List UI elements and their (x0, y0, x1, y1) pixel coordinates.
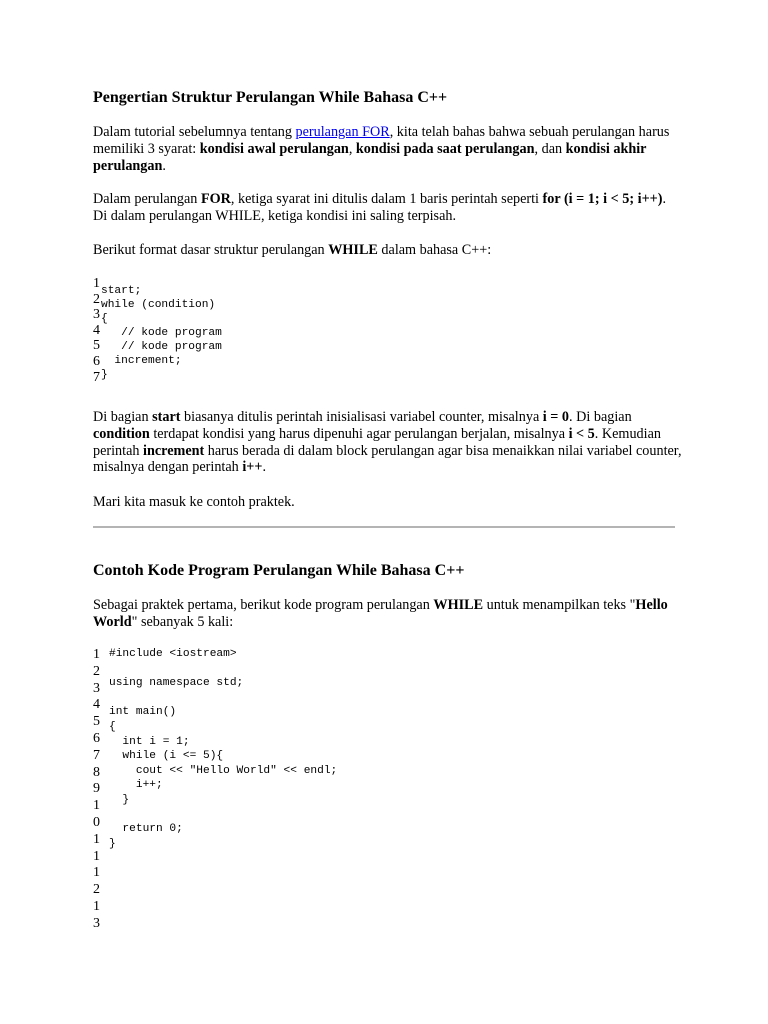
example-intro-paragraph (93, 597, 683, 631)
code-line: int main() (109, 706, 177, 719)
text: . (262, 459, 266, 476)
line-number: 1 (93, 865, 100, 881)
text: Dalam tutorial sebelumnya tentang (93, 124, 296, 140)
code-line: } (101, 369, 108, 381)
code-line: // kode program (101, 341, 222, 353)
text: , (348, 140, 356, 157)
format-paragraph (93, 242, 683, 259)
text: . Kemudian perintah (93, 425, 661, 459)
bold-text: i++ (242, 459, 263, 476)
code-line: i++; (109, 779, 163, 792)
line-number: 1 (93, 898, 100, 914)
practice-paragraph: Mari kita masuk ke contoh praktek. (93, 494, 295, 510)
line-number: 3 (93, 307, 100, 323)
text: Sebagai praktek pertama, berikut kode program perulangan (93, 597, 434, 613)
explanation-paragraph (93, 409, 683, 476)
line-numbers (93, 276, 100, 385)
line-number: 8 (93, 764, 100, 780)
bold-text: Hello World (93, 597, 668, 630)
text: , kita telah bahas bahwa sebuah perulangan harus memiliki 3 syarat: (93, 124, 670, 157)
code-line (109, 691, 337, 706)
line-number: 3 (93, 680, 100, 696)
bold-text: kondisi akhir perulangan (93, 140, 647, 174)
line-number: 1 (93, 848, 100, 864)
code-line: increment; (101, 355, 182, 367)
line-number: 6 (93, 730, 100, 746)
section-divider (93, 526, 675, 528)
bold-text: i < 5 (568, 425, 595, 442)
bold-text: start (152, 409, 181, 425)
code-line: while (i <= 5){ (109, 750, 224, 763)
bold-text: for (i = 1; i < 5; i++) (542, 191, 663, 207)
code-line: start; (101, 285, 142, 297)
code-line: #include <iostream> (109, 648, 237, 660)
text: untuk menampilkan teks " (483, 597, 636, 613)
text: . Di bagian (569, 409, 632, 425)
code-line: using namespace std; (109, 677, 244, 690)
code-line: { (101, 313, 108, 325)
bold-text: kondisi pada saat perulangan (355, 140, 535, 157)
code-line (109, 662, 337, 677)
bold-text: kondisi awal perulangan (199, 140, 349, 157)
text: harus berada di dalam block perulangan agar bisa menaikkan nilai variabel counter, misalnya dengan perintah (93, 442, 682, 476)
code-line: int i = 1; (109, 735, 190, 748)
line-number: 2 (93, 882, 100, 898)
line-number: 5 (93, 338, 100, 354)
text: Dalam perulangan (93, 191, 201, 207)
text: Berikut format dasar struktur perulangan (93, 242, 329, 258)
line-number: 7 (93, 369, 100, 385)
line-number: 6 (93, 353, 100, 369)
code-line: { (109, 720, 116, 733)
section-title: Contoh Kode Program Perulangan While Bahasa C++ (93, 562, 465, 579)
text: . (162, 157, 166, 174)
bold-text: FOR (200, 191, 231, 207)
code-line: } (109, 793, 130, 806)
line-number: 1 (93, 647, 100, 662)
text: , dan (534, 140, 566, 157)
for-paragraph (93, 191, 683, 225)
line-number: 7 (93, 747, 100, 763)
line-number: 4 (93, 322, 100, 338)
bold-text: WHILE (328, 242, 378, 258)
text: dalam bahasa C++: (377, 242, 492, 258)
line-number: 2 (93, 663, 100, 679)
text: , ketiga syarat ini ditulis dalam 1 baris perintah seperti (230, 191, 543, 207)
text: terdapat kondisi yang harus dipenuhi agar perulangan berjalan, misalnya (149, 425, 569, 442)
bold-text: increment (143, 442, 205, 459)
text: Di bagian (93, 409, 153, 425)
bold-text: condition (93, 425, 150, 442)
text: " sebanyak 5 kali: (131, 613, 234, 630)
text: . Di dalam perulangan WHILE, ketiga kondisi ini saling terpisah. (93, 191, 667, 224)
line-number: 3 (93, 915, 100, 931)
line-number: 4 (93, 697, 100, 713)
perulangan-for-link[interactable]: perulangan FOR (295, 124, 390, 140)
code-line (109, 808, 337, 823)
line-numbers (93, 647, 100, 933)
line-number: 1 (93, 798, 100, 814)
section-title: Pengertian Struktur Perulangan While Bahasa C++ (93, 89, 448, 106)
bold-text: i = 0 (542, 409, 570, 425)
code-line: // kode program (101, 327, 222, 339)
intro-paragraph (93, 124, 683, 174)
code-line: return 0; (109, 823, 183, 836)
line-number: 9 (93, 781, 100, 797)
line-number: 1 (93, 831, 100, 847)
line-number: 0 (93, 814, 100, 830)
code-line: while (condition) (101, 299, 216, 311)
text: biasanya ditulis perintah inisialisasi variabel counter, misalnya (180, 409, 543, 425)
code-lines (109, 647, 337, 851)
line-number: 5 (93, 714, 100, 730)
line-number: 2 (93, 291, 100, 307)
code-line: } (109, 837, 116, 850)
bold-text: WHILE (433, 597, 484, 613)
code-lines (101, 284, 222, 382)
code-line: cout << "Hello World" << endl; (109, 764, 338, 777)
line-number: 1 (93, 276, 100, 291)
